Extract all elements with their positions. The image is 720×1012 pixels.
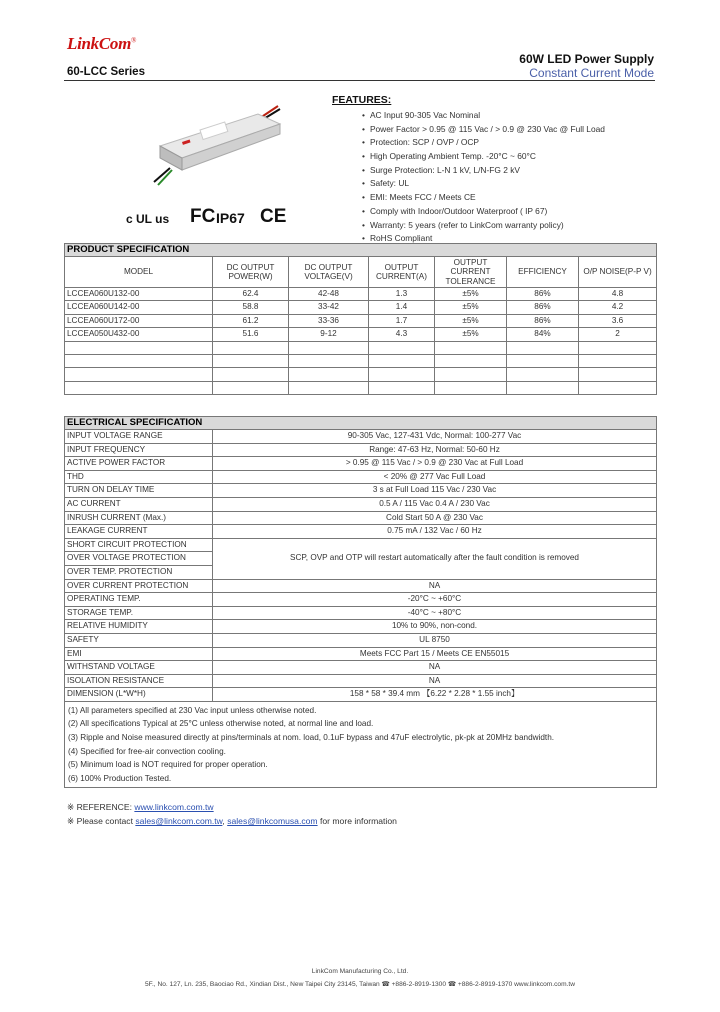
- spec-value: 10% to 90%, non-cond.: [213, 620, 657, 634]
- feature-item: • Power Factor > 0.95 @ 115 Vac / > 0.9 @ 230 Vac @ Full Load: [362, 123, 605, 137]
- footer-company: LinkCom Manufacturing Co., Ltd.: [311, 968, 409, 975]
- cell-voltage: 9-12: [289, 328, 369, 341]
- fcc-mark: FC: [190, 206, 216, 227]
- cell-tolerance: ±5%: [435, 328, 507, 341]
- spec-value: -40°C ~ +80°C: [213, 606, 657, 620]
- table-row: [65, 661, 657, 675]
- note-item: (6) 100% Production Tested.: [68, 773, 172, 783]
- col-header-voltage: DC OUTPUT VOLTAGE(V): [289, 257, 369, 288]
- document-title: 60W LED Power Supply: [519, 52, 654, 66]
- table-row: [65, 688, 657, 702]
- feature-item: • Warranty: 5 years (refer to LinkCom warranty policy): [362, 219, 605, 233]
- table-row: [65, 381, 657, 394]
- cell-power: 51.6: [213, 328, 289, 341]
- spec-value: 0.5 A / 115 Vac 0.4 A / 230 Vac: [213, 497, 657, 511]
- certification-marks: [126, 206, 296, 234]
- col-header-model: MODEL: [65, 257, 213, 288]
- table-row: [65, 328, 657, 341]
- spec-label: OVER CURRENT PROTECTION: [65, 579, 213, 593]
- cell-power: 62.4: [213, 288, 289, 301]
- spec-value: 90-305 Vac, 127-431 Vdc, Normal: 100-277 Vac: [213, 430, 657, 444]
- features-title: FEATURES:: [332, 94, 392, 106]
- email-link-usa[interactable]: sales@linkcomusa.com: [227, 816, 318, 826]
- col-header-efficiency: EFFICIENCY: [507, 257, 579, 288]
- table-row: [65, 538, 657, 552]
- cell-tolerance: ±5%: [435, 301, 507, 314]
- spec-value: 158 * 58 * 39.4 mm 【6.22 * 2.28 * 1.55 inch】: [213, 688, 657, 702]
- cell-noise: 4.8: [579, 288, 657, 301]
- spec-label: RELATIVE HUMIDITY: [65, 620, 213, 634]
- product-photo: [140, 90, 320, 200]
- ce-mark: CE: [260, 206, 287, 227]
- cell-model: LCCEA060U132-00: [65, 288, 213, 301]
- reference-label: ※ REFERENCE:: [67, 802, 132, 812]
- cell-voltage: 33-36: [289, 314, 369, 327]
- spec-label: WITHSTAND VOLTAGE: [65, 661, 213, 675]
- spec-value: Range: 47-63 Hz, Normal: 50-60 Hz: [213, 443, 657, 457]
- features-list: [362, 109, 605, 246]
- spec-value: 0.75 mA / 132 Vac / 60 Hz: [213, 525, 657, 539]
- spec-label: SAFETY: [65, 633, 213, 647]
- email-link-tw[interactable]: sales@linkcom.com.tw: [135, 816, 223, 826]
- table-row: [65, 525, 657, 539]
- cell-model: LCCEA060U172-00: [65, 314, 213, 327]
- table-row: [65, 647, 657, 661]
- cell-efficiency: 86%: [507, 301, 579, 314]
- table-row: [65, 314, 657, 327]
- ul-mark: c UL us: [126, 212, 170, 226]
- contact-separator: ,: [222, 816, 225, 826]
- col-header-current: OUTPUT CURRENT(A): [369, 257, 435, 288]
- cell-noise: 4.2: [579, 301, 657, 314]
- cell-efficiency: 86%: [507, 288, 579, 301]
- cell-voltage: 42-48: [289, 288, 369, 301]
- spec-value: NA: [213, 661, 657, 675]
- cell-efficiency: 84%: [507, 328, 579, 341]
- col-header-noise: O/P NOISE(P-P V): [579, 257, 657, 288]
- spec-value: -20°C ~ +60°C: [213, 593, 657, 607]
- electrical-spec-table: [64, 416, 657, 788]
- spec-label: INPUT VOLTAGE RANGE: [65, 430, 213, 444]
- feature-item: • AC Input 90-305 Vac Nominal: [362, 109, 605, 123]
- table-row: [65, 484, 657, 498]
- table-row: [65, 593, 657, 607]
- spec-label: OPERATING TEMP.: [65, 593, 213, 607]
- contact-suffix: for more information: [319, 816, 397, 826]
- spec-label: DIMENSION (L*W*H): [65, 688, 213, 702]
- spec-label: LEAKAGE CURRENT: [65, 525, 213, 539]
- cell-voltage: 33-42: [289, 301, 369, 314]
- reference-link[interactable]: www.linkcom.com.tw: [134, 802, 214, 812]
- table-row: [65, 288, 657, 301]
- feature-item: • Protection: SCP / OVP / OCP: [362, 136, 605, 150]
- document-subtitle: Constant Current Mode: [529, 66, 654, 80]
- product-spec-title: PRODUCT SPECIFICATION: [65, 244, 657, 257]
- spec-label: INPUT FREQUENCY: [65, 443, 213, 457]
- electrical-spec-title: ELECTRICAL SPECIFICATION: [65, 417, 657, 430]
- spec-value: Cold Start 50 A @ 230 Vac: [213, 511, 657, 525]
- col-header-tolerance: OUTPUT CURRENT TOLERANCE: [435, 257, 507, 288]
- spec-value: < 20% @ 277 Vac Full Load: [213, 470, 657, 484]
- notes-row: [65, 701, 657, 788]
- table-row: [65, 606, 657, 620]
- cell-current: 4.3: [369, 328, 435, 341]
- cell-current: 1.4: [369, 301, 435, 314]
- table-row: [65, 368, 657, 381]
- spec-label: SHORT CIRCUIT PROTECTION: [65, 538, 213, 552]
- spec-label: OVER VOLTAGE PROTECTION: [65, 552, 213, 566]
- cell-power: 58.8: [213, 301, 289, 314]
- spec-label: ACTIVE POWER FACTOR: [65, 457, 213, 471]
- cell-noise: 3.6: [579, 314, 657, 327]
- cell-noise: 2: [579, 328, 657, 341]
- table-row: [65, 443, 657, 457]
- contact-label: ※ Please contact: [67, 816, 133, 826]
- spec-label: STORAGE TEMP.: [65, 606, 213, 620]
- spec-value: SCP, OVP and OTP will restart automatically after the fault condition is removed: [213, 538, 657, 579]
- col-header-power: DC OUTPUT POWER(W): [213, 257, 289, 288]
- spec-value: NA: [213, 579, 657, 593]
- feature-item: • Safety: UL: [362, 177, 605, 191]
- spec-value: 3 s at Full Load 115 Vac / 230 Vac: [213, 484, 657, 498]
- spec-label: THD: [65, 470, 213, 484]
- table-row: [65, 620, 657, 634]
- feature-item: • High Operating Ambient Temp. -20°C ~ 60°C: [362, 150, 605, 164]
- table-row: [65, 457, 657, 471]
- cell-current: 1.7: [369, 314, 435, 327]
- company-logo: LinkCom®: [67, 34, 137, 53]
- spec-label: INRUSH CURRENT (Max.): [65, 511, 213, 525]
- table-row: [65, 301, 657, 314]
- note-item: (2) All specifications Typical at 25°C unless otherwise noted, at normal line and load.: [68, 719, 374, 729]
- table-row: [65, 497, 657, 511]
- cell-current: 1.3: [369, 288, 435, 301]
- feature-item: • EMI: Meets FCC / Meets CE: [362, 191, 605, 205]
- table-row: [65, 579, 657, 593]
- notes-block: [65, 701, 657, 788]
- spec-value: UL 8750: [213, 633, 657, 647]
- cell-tolerance: ±5%: [435, 288, 507, 301]
- reference-line: [67, 802, 214, 813]
- feature-item: • Comply with Indoor/Outdoor Waterproof ( IP 67): [362, 205, 605, 219]
- ip67-mark: IP67: [216, 210, 245, 226]
- spec-label: AC CURRENT: [65, 497, 213, 511]
- footer-address: 5F., No. 127, Ln. 235, Baociao Rd., Xindian Dist., New Taipei City 23145, Taiwan ☎ +886-2-8919-1300 ☎ +886-2-8919-1370 www.linkcom.com.tw: [145, 981, 575, 988]
- cell-model: LCCEA060U142-00: [65, 301, 213, 314]
- note-item: (5) Minimum load is NOT required for proper operation.: [68, 760, 268, 770]
- note-item: (3) Ripple and Noise measured directly at pins/terminals at nom. load, 0.1uF bypass and 47uF electrolytic, pk-pk at 20MHz bandwidth.: [68, 733, 555, 743]
- spec-label: EMI: [65, 647, 213, 661]
- table-row: [65, 674, 657, 688]
- feature-item: • RoHS Compliant: [362, 232, 605, 246]
- table-row: [65, 430, 657, 444]
- spec-label: OVER TEMP. PROTECTION: [65, 565, 213, 579]
- spec-label: TURN ON DELAY TIME: [65, 484, 213, 498]
- cell-model: LCCEA050U432-00: [65, 328, 213, 341]
- series-name: 60-LCC Series: [67, 66, 145, 78]
- feature-item: • Surge Protection: L-N 1 kV, L/N-FG 2 kV: [362, 164, 605, 178]
- spec-value: > 0.95 @ 115 Vac / > 0.9 @ 230 Vac at Full Load: [213, 457, 657, 471]
- table-row: [65, 511, 657, 525]
- note-item: (4) Specified for free-air convection cooling.: [68, 746, 226, 756]
- cell-tolerance: ±5%: [435, 314, 507, 327]
- table-row: [65, 633, 657, 647]
- cell-efficiency: 86%: [507, 314, 579, 327]
- cell-power: 61.2: [213, 314, 289, 327]
- note-item: (1) All parameters specified at 230 Vac input unless otherwise noted.: [68, 705, 317, 715]
- spec-label: ISOLATION RESISTANCE: [65, 674, 213, 688]
- contact-line: [67, 816, 397, 827]
- spec-value: Meets FCC Part 15 / Meets CE EN55015: [213, 647, 657, 661]
- spec-value: NA: [213, 674, 657, 688]
- table-row: [65, 470, 657, 484]
- table-row: [65, 341, 657, 354]
- table-row: [65, 355, 657, 368]
- product-spec-table: [64, 243, 657, 395]
- header-divider: [64, 80, 655, 81]
